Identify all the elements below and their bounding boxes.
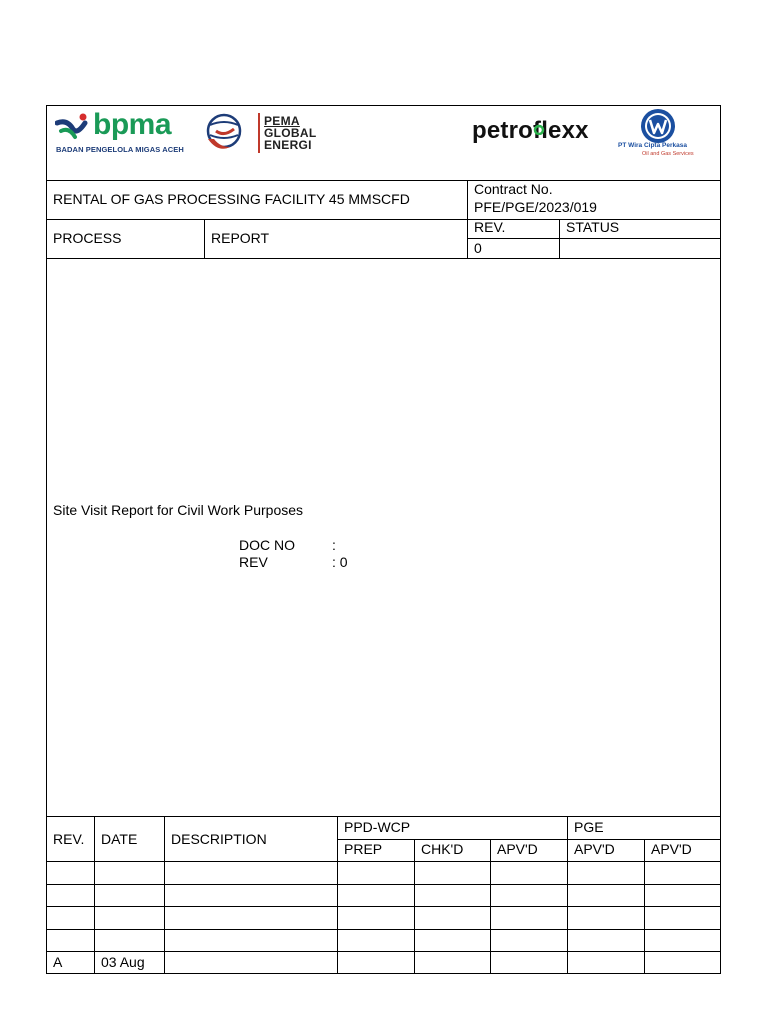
rev-table-vline-date bbox=[94, 816, 95, 974]
table-row-5-date: 03 Aug bbox=[101, 954, 145, 970]
wcp-logo bbox=[614, 108, 714, 164]
header-line-3 bbox=[467, 238, 721, 239]
doc-no-label: DOC NO bbox=[239, 537, 295, 553]
doc-rev-value: : 0 bbox=[332, 554, 348, 570]
report-title: Site Visit Report for Civil Work Purposes bbox=[53, 502, 304, 518]
bpma-subtitle: BADAN PENGELOLA MIGAS ACEH bbox=[56, 145, 184, 154]
wcp-name: PT Wira Cipta Perkasa bbox=[618, 142, 687, 149]
col-rev-header: REV. bbox=[53, 831, 85, 847]
col-date-header: DATE bbox=[101, 831, 138, 847]
contract-label: Contract No. bbox=[474, 181, 553, 197]
col-pge-header: PGE bbox=[574, 819, 604, 835]
header-vline-process bbox=[204, 219, 205, 258]
col-prep-header: PREP bbox=[344, 841, 383, 857]
pema-divider bbox=[258, 113, 260, 153]
process-label: PROCESS bbox=[53, 230, 122, 246]
pema-logo bbox=[196, 108, 326, 160]
rev-table-row5 bbox=[46, 951, 721, 952]
petroflexx-dot-icon bbox=[533, 123, 545, 135]
report-label: REPORT bbox=[211, 230, 270, 246]
col-ppd-wcp-header: PPD-WCP bbox=[344, 819, 411, 835]
rev-table-vline-pge bbox=[567, 816, 568, 974]
rev-table-subheader bbox=[337, 839, 721, 840]
col-apvd-pge1-header: APV'D bbox=[574, 841, 615, 857]
rev-label: REV. bbox=[474, 219, 506, 235]
pema-globe-icon bbox=[200, 111, 248, 157]
pema-line3: ENERGI bbox=[264, 138, 312, 152]
header-line-2 bbox=[46, 219, 721, 220]
rev-table-row4 bbox=[46, 929, 721, 930]
pema-line1: PEMA bbox=[264, 114, 300, 128]
col-apvd-wcp-header: APV'D bbox=[497, 841, 538, 857]
header-vline-status bbox=[559, 219, 560, 258]
bpma-logo bbox=[55, 108, 195, 158]
rev-table-row3 bbox=[46, 906, 721, 907]
col-chkd-header: CHK'D bbox=[421, 841, 464, 857]
col-description-header: DESCRIPTION bbox=[171, 831, 267, 847]
petroflexx-logo bbox=[472, 117, 612, 149]
header-vline-contract bbox=[467, 180, 468, 258]
wcp-subtitle: Oil and Gas Services bbox=[642, 151, 694, 157]
project-title: RENTAL OF GAS PROCESSING FACILITY 45 MMSCFD bbox=[53, 191, 410, 207]
wcp-emblem-icon bbox=[640, 108, 676, 144]
rev-table-vline-chkd bbox=[414, 839, 415, 974]
rev-table-top bbox=[46, 816, 721, 817]
rev-table-row1 bbox=[46, 861, 721, 862]
pema-line2: GLOBAL bbox=[264, 126, 317, 140]
doc-no-value: : bbox=[332, 537, 336, 553]
rev-table-vline-apvd bbox=[490, 839, 491, 974]
rev-table-vline-ppd bbox=[337, 816, 338, 974]
bpma-wordmark: bpma bbox=[93, 108, 172, 141]
rev-value: 0 bbox=[474, 240, 482, 256]
table-row-5-rev: A bbox=[53, 954, 63, 970]
pema-wordmark bbox=[264, 115, 316, 151]
header-line-4 bbox=[46, 258, 721, 259]
header-line-1 bbox=[46, 180, 721, 181]
rev-table-vline-pge2 bbox=[644, 839, 645, 974]
col-apvd-pge2-header: APV'D bbox=[651, 841, 692, 857]
document-frame bbox=[46, 105, 721, 974]
rev-table-vline-desc bbox=[164, 816, 165, 974]
status-label: STATUS bbox=[566, 219, 620, 235]
petroflexx-wordmark bbox=[472, 117, 589, 144]
contract-number: PFE/PGE/2023/019 bbox=[474, 199, 597, 215]
rev-table-row2 bbox=[46, 884, 721, 885]
petroflexx-name: petroflexx bbox=[472, 117, 589, 144]
doc-rev-label: REV bbox=[239, 554, 268, 570]
bpma-emblem-icon bbox=[55, 113, 91, 143]
